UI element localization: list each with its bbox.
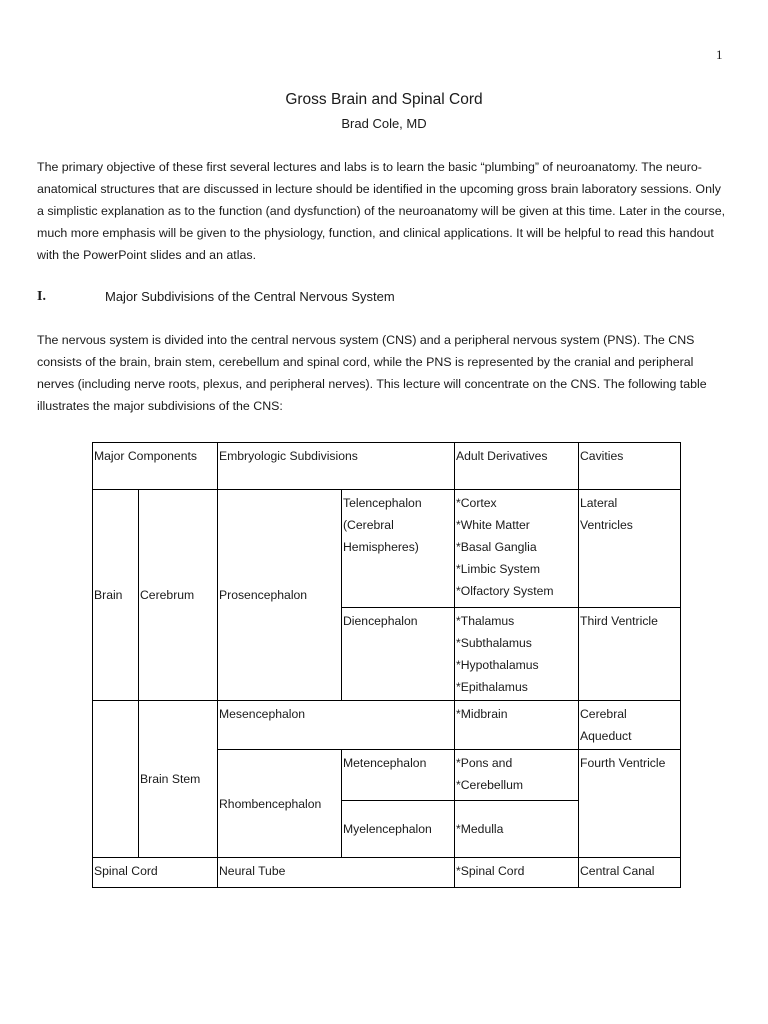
cell-cerebrum: Cerebrum: [139, 490, 218, 701]
section-title: Major Subdivisions of the Central Nervous System: [105, 289, 395, 304]
cell-prosencephalon: Prosencephalon: [218, 490, 342, 701]
cns-paragraph: The nervous system is divided into the central nervous system (CNS) and a peripheral nervous system (PNS). The CNS consists of the brain, brain stem, cerebellum and spinal cord, while the PNS is represented by the cranial and peripheral nerves (including nerve roots, plexus, and peripheral nerves). This lecture will concentrate on the CNS. The following table illustrates the major subdivisions of the CNS:: [37, 333, 707, 413]
page-number: 1: [716, 47, 723, 62]
cell-cerebral-aqueduct: Cerebral Aqueduct: [579, 701, 681, 750]
cell-central-canal: Central Canal: [579, 858, 681, 888]
cell-brain: Brain: [93, 490, 139, 701]
header-cavities: Cavities: [579, 443, 681, 490]
cell-third-ventricle: Third Ventricle: [579, 608, 681, 701]
cell-telencephalon-derivatives: *Cortex *White Matter *Basal Ganglia *Limbic System *Olfactory System: [455, 490, 579, 608]
cell-diencephalon: Diencephalon: [342, 608, 455, 701]
header-embryologic-subdivisions: Embryologic Subdivisions: [218, 443, 455, 490]
cell-rhombencephalon: Rhombencephalon: [218, 750, 342, 858]
cell-metencephalon: Metencephalon: [342, 750, 455, 801]
cell-diencephalon-derivatives: *Thalamus *Subthalamus *Hypothalamus *Epithalamus: [455, 608, 579, 701]
cell-brain-continued: [93, 701, 139, 858]
document-author: Brad Cole, MD: [341, 116, 427, 131]
header-adult-derivatives: Adult Derivatives: [455, 443, 579, 490]
cell-telencephalon: Telencephalon (Cerebral Hemispheres): [342, 490, 455, 608]
intro-paragraph: The primary objective of these first several lectures and labs is to learn the basic “plumbing” of neuroanatomy. The neuro-anatomical structures that are discussed in lecture should be identified in the upcoming gross brain laboratory sessions. Only a simplistic explanation as to the function (and dysfunction) of the neuroanatomy will be given at this time. Later in the course, much more emphasis will be given to the physiology, function, and clinical applications. It will be helpful to read this handout with the PowerPoint slides and an atlas.: [37, 160, 726, 262]
cns-subdivisions-table: [92, 442, 681, 888]
cell-mesencephalon: Mesencephalon: [218, 701, 455, 750]
cell-myelencephalon: Myelencephalon: [342, 801, 455, 858]
cell-spinal-cord-derivative: *Spinal Cord: [455, 858, 579, 888]
cell-spinal-cord: Spinal Cord: [93, 858, 218, 888]
cell-neural-tube: Neural Tube: [218, 858, 455, 888]
cell-medulla: *Medulla: [455, 801, 579, 858]
cell-midbrain: *Midbrain: [455, 701, 579, 750]
cell-fourth-ventricle: Fourth Ventricle: [579, 750, 681, 858]
cell-brain-stem: Brain Stem: [139, 701, 218, 858]
document-title: Gross Brain and Spinal Cord: [285, 91, 483, 108]
section-number: I.: [37, 289, 46, 304]
cell-lateral-ventricles: Lateral Ventricles: [579, 490, 681, 608]
header-major-components: Major Components: [93, 443, 218, 490]
cell-metencephalon-derivatives: *Pons and *Cerebellum: [455, 750, 579, 801]
